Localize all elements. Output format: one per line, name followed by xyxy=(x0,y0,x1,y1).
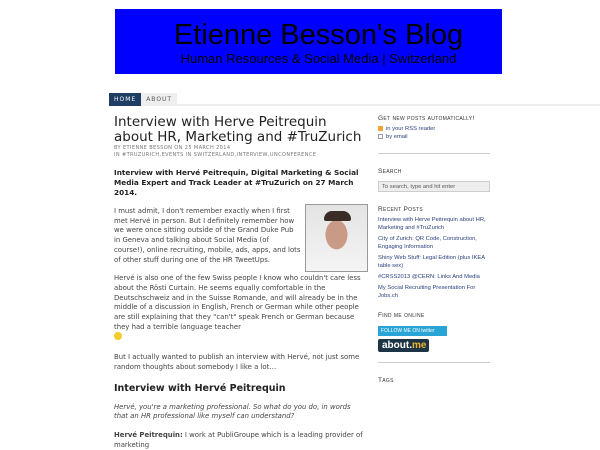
blog-title: Etienne Besson's Blog xyxy=(173,19,464,51)
recent-post-link[interactable]: City of Zurich: QR Code, Construction, Engaging Information xyxy=(378,236,477,250)
nav-about[interactable]: ABOUT xyxy=(141,93,177,106)
paragraph: But I actually wanted to publish an interview with Hervé, not just some random thoughts about somebody I like a lot… xyxy=(114,353,360,371)
herve-photo xyxy=(305,204,368,272)
blog-header-banner[interactable] xyxy=(115,9,502,74)
answer-name: Hervé Peitrequin: xyxy=(114,430,183,439)
email-link[interactable] xyxy=(378,133,490,141)
nav-home[interactable]: HOME xyxy=(109,93,141,106)
subscribe-title: Get new posts automatically! xyxy=(378,115,475,122)
sidebar xyxy=(378,115,490,384)
smiley-icon xyxy=(114,332,122,340)
paragraph-text: Hervé is also one of the few Swiss people I know who couldn't care less about the Rösti Curtain. He seems equally comfortable in the Deutschschweiz and in the Suisse Romande, and will already be in the middle of a discussion in English, French or German while other people are still explaining that they "can't" speak French or German because they had a terrible language teacher xyxy=(114,274,361,331)
answer-text: I work at PubliGroupe which is a leading provider of marketing xyxy=(114,430,363,449)
recent-post-link[interactable]: My Social Recruiting Presentation For Jobs.ch xyxy=(378,285,476,299)
post-byline: BY ETIENNE BESSON ON 25 MARCH 2014 xyxy=(114,145,231,151)
rss-icon xyxy=(378,126,383,131)
blog-subtitle: Human Resources & Social Media | Switzerland xyxy=(180,51,457,66)
search-input[interactable]: To search, type and hit enter xyxy=(378,181,490,192)
email-label: by email xyxy=(386,134,408,140)
paragraph xyxy=(114,207,366,265)
paragraph-text: I must admit, I don't remember exactly when I first met Hervé in person. But I definitely remember how we were once sitting outside of the Grand Duke Pub in Geneva and talking about Social Media (of course!), online recruiting, mobile, ads, apps, and lots of other stuff during one of the HR TweetUps. xyxy=(114,207,301,264)
email-icon xyxy=(378,134,383,139)
main-nav xyxy=(109,93,600,106)
recent-post-link[interactable]: Shiny Web Stuff: Legal Edition (plus IKEA table sex) xyxy=(378,255,485,269)
aboutme-button[interactable] xyxy=(378,339,429,352)
aboutme-text-accent: me xyxy=(412,340,427,351)
post-lead: Interview with Hervé Peitrequin, Digital Marketing & Social Media Expert and Track Leader at #TruZurich on 27 March 2014. xyxy=(114,168,359,197)
post-categories[interactable]: IN #TRUZURICH,EVENTS IN SWITZERLAND,INTERVIEW,UNCONFERENCE xyxy=(114,152,317,158)
tags-title: Tags xyxy=(378,377,394,384)
section-heading: Interview with Hervé Peitrequin xyxy=(114,382,286,394)
divider xyxy=(378,153,490,154)
rss-label: in your RSS reader xyxy=(386,126,436,132)
twitter-follow-button[interactable]: FOLLOW ME ON twitter xyxy=(378,326,447,336)
recent-posts-title: Recent Posts xyxy=(378,206,423,213)
recent-post-link[interactable]: Interview with Herve Peitrequin about HR, Marketing and #TruZurich xyxy=(378,217,486,231)
find-me-title: Find me online xyxy=(378,312,425,319)
paragraph xyxy=(114,274,366,344)
rss-link[interactable] xyxy=(378,125,490,133)
answer xyxy=(114,431,366,450)
search-title: Search xyxy=(378,168,402,175)
post-title[interactable]: Interview with Herve Peitrequin about HR, Marketing and #TruZurich xyxy=(114,114,362,145)
question: Hervé, you're a marketing professional. So what do you do, in words that an HR professional like myself can understand? xyxy=(114,402,351,421)
aboutme-text: about. xyxy=(382,340,412,351)
divider xyxy=(378,362,490,363)
recent-post-link[interactable]: #CRSS2013 @CERN: Links And Media xyxy=(378,274,480,280)
